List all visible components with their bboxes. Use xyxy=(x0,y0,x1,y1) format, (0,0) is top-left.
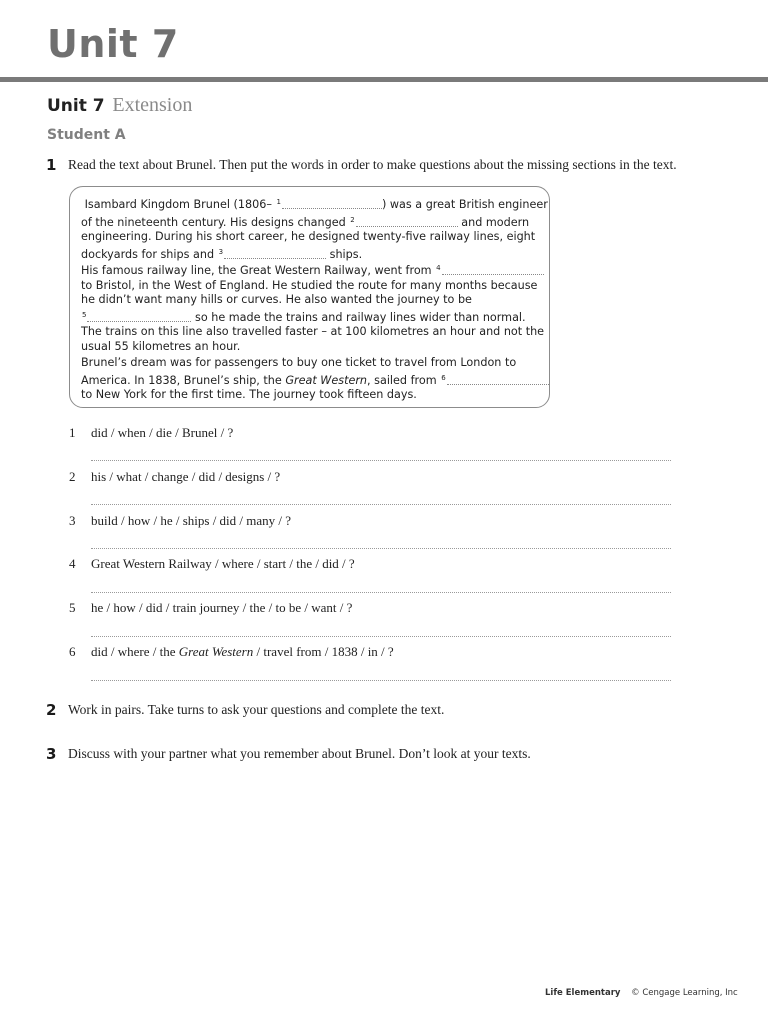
gap-5[interactable] xyxy=(87,310,191,322)
question-prompt: build / how / he / ships / did / many / ? xyxy=(91,513,292,528)
question-number: 5 xyxy=(69,600,76,615)
question-number: 4 xyxy=(69,556,76,571)
question-prompt: did / where / the Great Western / travel from / 1838 / in / ? xyxy=(91,644,394,659)
answer-line-1[interactable] xyxy=(91,460,671,461)
unit-header: Unit 7 xyxy=(47,22,179,66)
question-number: 6 xyxy=(69,644,76,659)
exercise-3-number: 3 xyxy=(46,745,57,763)
answer-line-3[interactable] xyxy=(91,548,671,549)
page-subtitle xyxy=(47,94,192,117)
gap-1[interactable] xyxy=(282,197,382,209)
footer-brand: Life Elementary xyxy=(545,988,621,998)
paragraph-3: Brunel’s dream was for passengers to buy one ticket to travel from London to America. In 1838, Brunel’s ship, the Great Western, sailed from $^6$ to New York for the first time. The journey took fifteen days. xyxy=(81,356,541,403)
exercise-1-number: 1 xyxy=(46,156,57,174)
exercise-3-instruction: Discuss with your partner what you remember about Brunel. Don’t look at your texts. xyxy=(68,746,531,761)
question-prompt: his / what / change / did / designs / ? xyxy=(91,469,281,484)
footer xyxy=(545,988,738,998)
subtitle-unit: Unit 7 xyxy=(47,96,105,116)
gap-2[interactable] xyxy=(356,215,458,227)
paragraph-2: His famous railway line, the Great Western Railway, went from $^4$ to Bristol, in the West of England. He studied the route for many months because he didn’t want many hills or curves. He also wanted the journey to be $^5$ so he made the trains and railway lines wider than normal. The trains on this line also travelled faster – at 100 kilometres an hour and not the usual 55 kilometres an hour. xyxy=(81,264,545,353)
answer-line-5[interactable] xyxy=(91,636,671,637)
question-prompt: he / how / did / train journey / the / to be / want / ? xyxy=(91,600,353,615)
question-number: 1 xyxy=(69,425,76,440)
exercise-1-instruction: Read the text about Brunel. Then put the words in order to make questions about the missing sections in the text. xyxy=(68,157,677,172)
student-label: Student A xyxy=(47,127,126,143)
footer-copyright: © Cengage Learning, Inc xyxy=(631,988,738,998)
header-rule xyxy=(0,77,768,82)
question-prompt: Great Western Railway / where / start / the / did / ? xyxy=(91,556,355,571)
question-prompt: did / when / die / Brunel / ? xyxy=(91,425,234,440)
gap-4[interactable] xyxy=(442,263,544,275)
gap-3[interactable] xyxy=(224,247,326,259)
answer-line-4[interactable] xyxy=(91,592,671,593)
subtitle-section: Extension xyxy=(112,94,193,116)
answer-line-2[interactable] xyxy=(91,504,671,505)
paragraph-1: Isambard Kingdom Brunel (1806– $^1$ ) was a great British engineer of the nineteenth century. His designs changed $^2$ and modern engineering. During his short career, he designed twenty-five railway lines, eight dockyards for ships and $^3$ ships. xyxy=(81,198,548,261)
exercise-2-instruction: Work in pairs. Take turns to ask your questions and complete the text. xyxy=(68,702,445,717)
gap-6[interactable] xyxy=(447,373,549,385)
question-number: 3 xyxy=(69,513,76,528)
question-number: 2 xyxy=(69,469,76,484)
exercise-2-number: 2 xyxy=(46,701,57,719)
answer-line-6[interactable] xyxy=(91,680,671,681)
